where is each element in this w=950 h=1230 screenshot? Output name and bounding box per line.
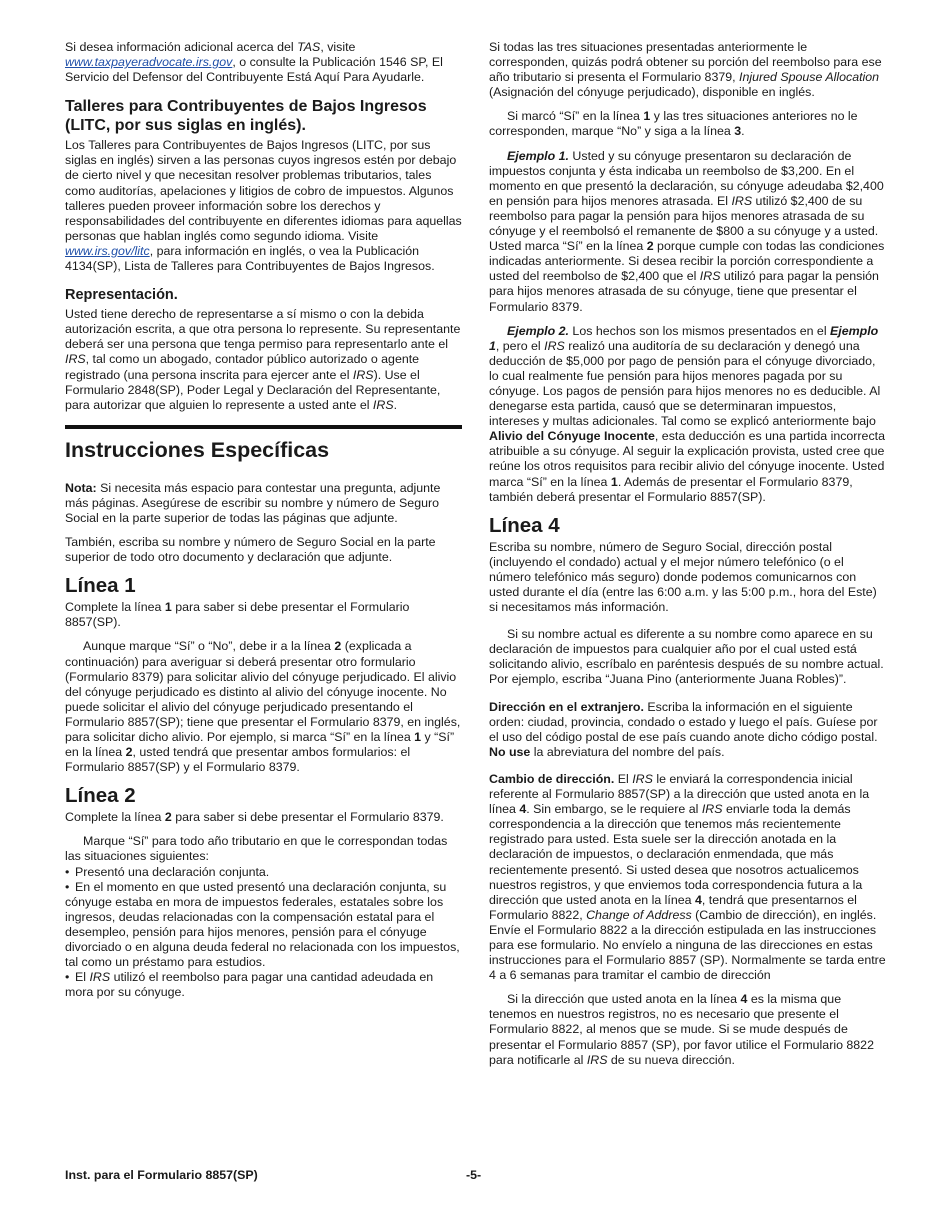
note-paragraph: Nota: Si necesita más espacio para contestar una pregunta, adjunte más páginas. Asegúrese de escribir su nombre y número de Seguro Social en la parte superior de todas las páginas que adjunte. — [65, 480, 441, 525]
line4-heading: Línea 4 — [489, 513, 560, 537]
footer-form-title: Inst. para el Formulario 8857(SP) — [65, 1168, 258, 1182]
marked-yes-paragraph: Si marcó “Sí” en la línea 1 y las tres situaciones anteriores no le corresponden, marque “No” y siga a la línea 3. — [489, 109, 858, 139]
line1-paragraph-1: Complete la línea 1 para saber si debe presentar el Formulario 8857(SP). — [65, 600, 410, 630]
line4-paragraph-2: Si su nombre actual es diferente a su nombre como aparece en su declaración de impuestos para cualquier año por el cual usted está solicitando alivio, escríbalo en paréntesis después de su nombre actual. Por ejemplo, escriba “Juana Pino (anteriormente Juana Robles)”. — [489, 627, 884, 687]
litc-heading: Talleres para Contribuyentes de Bajos Ingresos (LITC, por sus siglas en inglés). — [65, 98, 427, 135]
change-of-address-paragraph: Cambio de dirección. El IRS le enviará la correspondencia inicial referente al Formulario 8857(SP) a la dirección que usted anota en la línea 4. Sin embargo, se le requiere al IRS enviarle toda la demás correspondencia a la dirección que tenemos más recientemente registrado para usted. Esta suele ser la dirección anotada en la declaración de impuestos, o declaración enmendada, que más recientemente presentó. Si usted desea que nosotros actualicemos nuestros registros, y que enviemos toda correspondencia futura a la dirección que usted anota en la línea 4, tendrá que presentarnos el Formulario 8822, Change of Address (Cambio de dirección), en inglés. Envíe el Formulario 8822 a la dirección estipulada en las instrucciones para ese formulario. No envíelo a ninguna de las direcciones en estas instrucciones para el Formulario 8857 (SP). Normalmente se tarda entre 4 a 6 semanas para tramitar el cambio de dirección — [489, 771, 886, 983]
line2-paragraph-2: Marque “Sí” para todo año tributario en que le correspondan todas las situaciones siguientes: — [65, 834, 448, 864]
tas-paragraph: Si desea información adicional acerca del TAS, visite www.taxpayeradvocate.irs.gov, o consulte la Publicación 1546 SP, El Servicio del Defensor del Contribuyente Está Aquí Para Ayudarle. — [65, 40, 443, 85]
right-column — [489, 40, 886, 1077]
line1-heading: Línea 1 — [65, 574, 136, 598]
litc-paragraph: Los Talleres para Contribuyentes de Bajos Ingresos (LITC, por sus siglas en inglés) sirven a las personas cuyos ingresos estén por debajo de cierto nivel y que necesitan resolver problemas tributarios, tales como auditorías, apelaciones y litigios de cobro de impuestos. Algunos talleres pueden proveer información sobre los derechos y responsabilidades del contribuyente en diferentes idiomas para aquellas personas que hablan inglés como segundo idioma. Visite www.irs.gov/litc, para información en inglés, o vea la Publicación 4134(SP), Lista de Talleres para Contribuyentes de Bajos Ingresos. — [65, 138, 462, 274]
example1-paragraph: Ejemplo 1. Usted y su cónyuge presentaron su declaración de impuestos conjunta y ésta indicaba un reembolso de $3,200. En el momento en que presentó la declaración, su cónyuge adeudaba $2,400 en pensión para hijos menores atrasada. El IRS utilizó $2,400 de su reembolso para pagar la pensión para hijos menores atrasada de su cónyuge y el reembolsó el remanente de $800 a su cónyuge y a usted. Usted marca “Sí” en la línea 2 porque cumple con todas las condiciones indicadas anteriormente. Si desea recibir la porción correspondiente a usted del reembolso de $2,400 que el IRS utilizó para pagar la pensión para hijos menores atrasada de su cónyuge, tiene que presentar el Formulario 8379. — [489, 148, 885, 314]
line2-heading: Línea 2 — [65, 784, 136, 808]
left-column — [65, 40, 462, 1000]
line1-paragraph-2: Aunque marque “Sí” o “No”, debe ir a la línea 2 (explicada a continuación) para averiguar si deberá presentar otro formulario (Formulario 8379) para solicitar alivio del cónyuge perjudicado. El alivio del cónyuge perjudicado es distinto al alivio del cónyuge inocente. No puede solicitar el alivio del cónyuge perjudicado presentando el Formulario 8857(SP); tiene que presentar el Formulario 8379, en inglés, para solicitar dicho alivio. Por ejemplo, si marca “Sí” en la línea 1 y “Sí” en la línea 2, usted tendrá que presentar ambos formularios: el Formulario 8857(SP) y el Formulario 8379. — [65, 639, 461, 775]
representation-heading: Representación. — [65, 287, 178, 304]
page-number: -5- — [466, 1168, 482, 1182]
example2-paragraph: Ejemplo 2. Los hechos son los mismos presentados en el Ejemplo 1, pero el IRS realizó una auditoría de su declaración y denegó una deducción de $5,000 por pago de pensión para el cónyuge divorciado, lo cual realmente fue pensión para hijos menores pagada por su cónyuge. Los pagos de pensión para hijos menores no es deducible. Al denegarse esta partida, causó que se determinaran impuestos, intereses y multas adicionales. Tal como se explicó anteriormente bajo Alivio del Cónyuge Inocente, esta deducción es una partida incorrecta atribuible a su cónyuge. Al seguir la explicación provista, usted cree que reúne los otros requisitos para recibir alivio del cónyuge inocente. Usted marca “Sí” en la línea 1. Además de presentar el Formulario 8379, también deberá presentar el Formulario 8857(SP). — [489, 323, 885, 504]
litc-link[interactable]: www.irs.gov/litc — [65, 243, 150, 258]
also-paragraph: También, escriba su nombre y número de Seguro Social en la parte superior de todo otro documento y declaración que adjunte. — [65, 535, 436, 565]
all-three-paragraph: Si todas las tres situaciones presentadas anteriormente le corresponden, quizás podrá obtener su porción del reembolso para ese año tributario si presenta el Formulario 8379, Injured Spouse Allocation (Asignación del cónyuge perjudicado), disponible en inglés. — [489, 40, 882, 100]
bullet-icon: • — [65, 879, 70, 894]
bullet-item: • En el momento en que usted presentó una declaración conjunta, su cónyuge estaba en mora de impuestos federales, estatales sobre los ingresos, deudas relacionadas con la compensación estatal para el desempleo, pensión para hijos menores, pensión para el cónyuge divorciado o en alguna deuda federal no relacionada con los impuestos, tal como un préstamo para estudios. — [65, 879, 460, 970]
bullet-item: • El IRS utilizó el reembolso para pagar una cantidad adeudada en mora por su cónyuge. — [65, 970, 434, 1000]
taxpayer-advocate-link[interactable]: www.taxpayeradvocate.irs.gov — [65, 55, 233, 70]
line4-paragraph-1: Escriba su nombre, número de Seguro Social, dirección postal (incluyendo el condado) actual y el mejor número telefónico (o el número telefónico más seguro) donde podemos comunicarnos con usted durante el día (entre las 6:00 a.m. y las 5:00 p.m., hora del Este) si necesitamos más información. — [489, 539, 877, 615]
representation-paragraph: Usted tiene derecho de representarse a sí mismo o con la debida autorización escrita, a que otra persona lo represente. Su representante deberá ser una persona que tenga permiso para representarlo ante el IRS, tal como un abogado, contador público autorizado o agente registrado (una persona inscrita para ejercer ante el IRS). Use el Formulario 2848(SP), Poder Legal y Declaración del Representante, para autorizar que alguien lo represente a usted ante el IRS. — [65, 307, 461, 412]
same-address-paragraph: Si la dirección que usted anota en la línea 4 es la misma que tenemos en nuestros registros, no es necesario que presente el Formulario 8822, al menos que se mude. Si se mude después de presentar el Formulario 8857 (SP), por favor utilice el Formulario 8822 para notificarle al IRS de su nueva dirección. — [489, 992, 874, 1067]
bullet-icon: • — [65, 864, 70, 879]
bullet-item: • Presentó una declaración conjunta. — [65, 864, 270, 879]
section-divider — [65, 425, 462, 429]
bullet-icon: • — [65, 970, 70, 985]
line2-paragraph-1: Complete la línea 2 para saber si debe presentar el Formulario 8379. — [65, 810, 444, 825]
foreign-address-paragraph: Dirección en el extranjero. Escriba la información en el siguiente orden: ciudad, provincia, condado o estado y luego el país. Guíese por el uso del código postal de ese país cuando anote dicho código postal. No use la abreviatura del nombre del país. — [489, 699, 878, 759]
specific-instructions-heading: Instrucciones Específicas — [65, 437, 330, 462]
